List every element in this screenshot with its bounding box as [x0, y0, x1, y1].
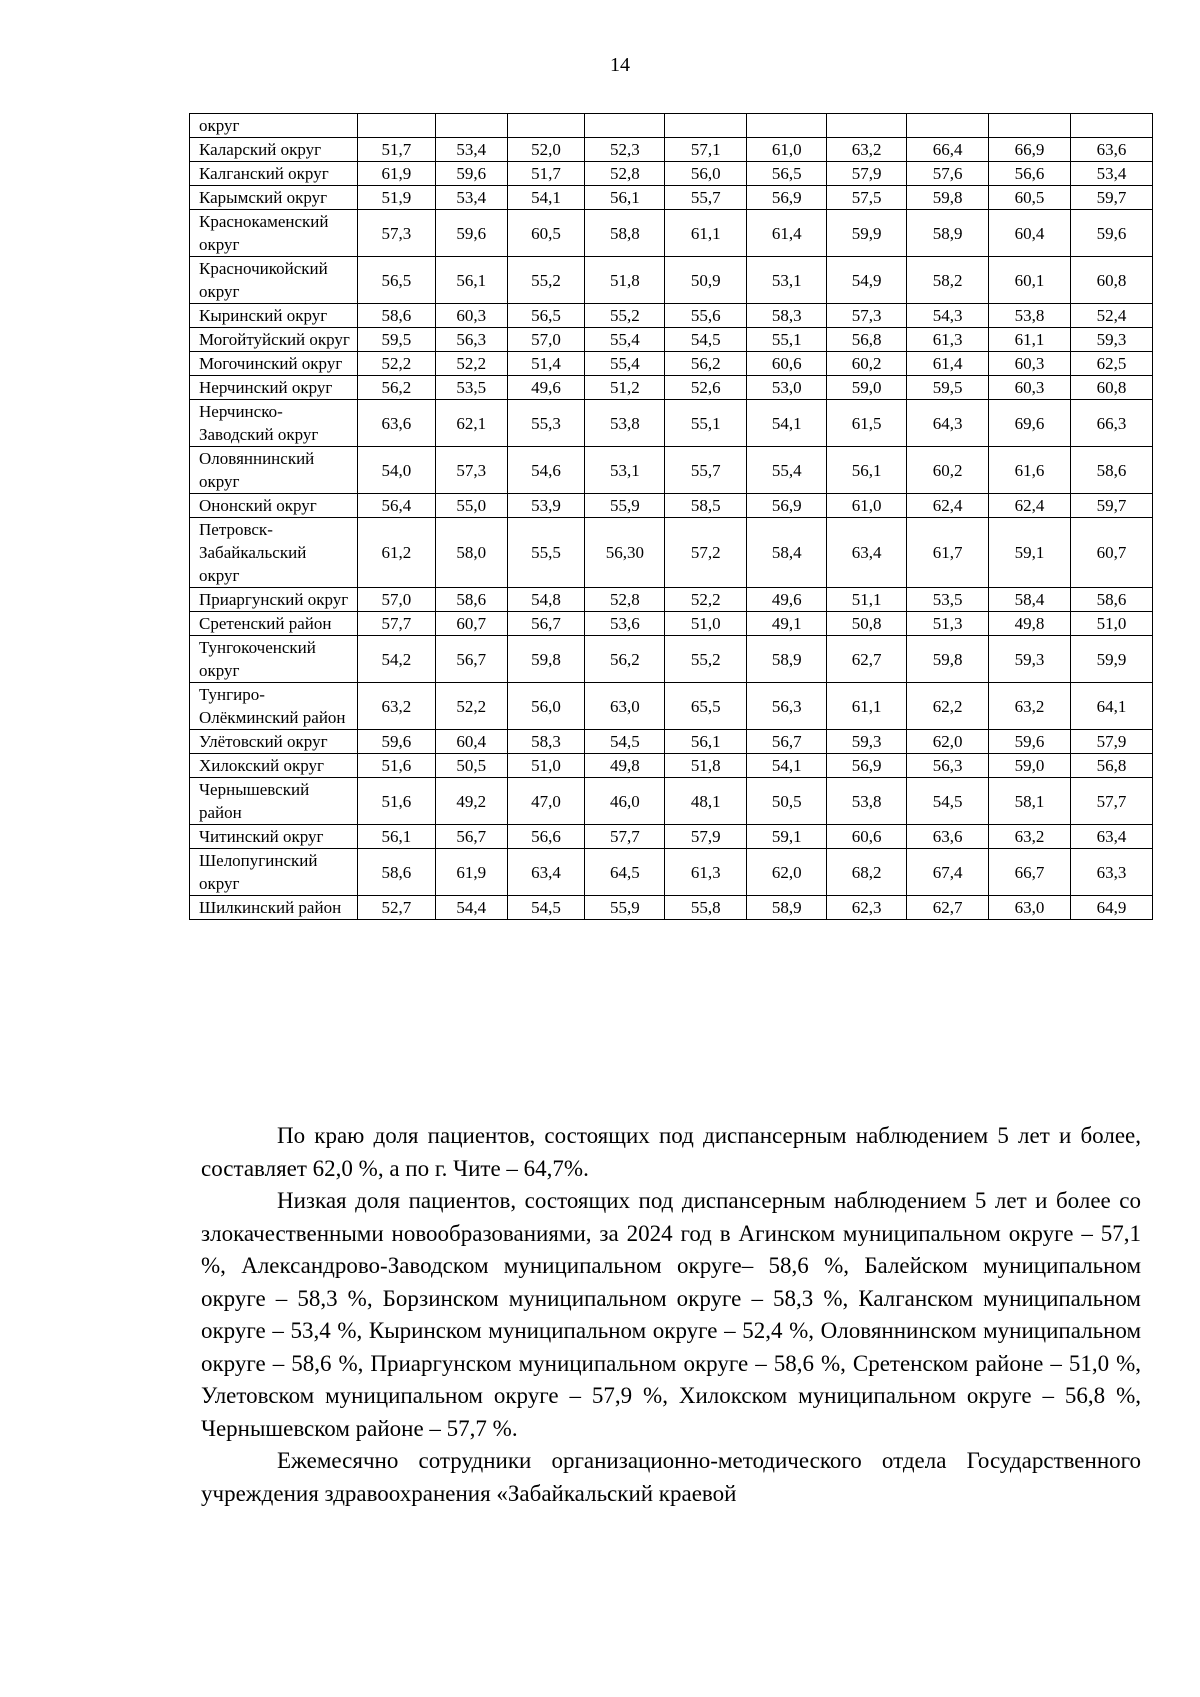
table-row: [190, 825, 1153, 849]
value-cell: 63,2: [989, 683, 1071, 730]
value-cell: [435, 114, 507, 138]
district-name-cell: Шилкинский район: [190, 896, 358, 920]
paragraph-region-share: По краю доля пациентов, состоящих под диспансерным наблюдением 5 лет и более, составляет 62,0 %, а по г. Чите – 64,7%.: [201, 1123, 1141, 1181]
value-cell: 59,6: [1071, 210, 1153, 257]
body-text: [201, 1120, 1141, 1510]
table-row: [190, 896, 1153, 920]
value-cell: 57,6: [907, 162, 989, 186]
value-cell: 55,2: [507, 257, 585, 304]
value-cell: 62,4: [989, 494, 1071, 518]
value-cell: 63,0: [585, 683, 665, 730]
value-cell: 58,3: [507, 730, 585, 754]
value-cell: 55,5: [507, 518, 585, 588]
value-cell: 60,3: [435, 304, 507, 328]
value-cell: 58,6: [435, 588, 507, 612]
value-cell: 61,4: [747, 210, 827, 257]
value-cell: 61,5: [827, 400, 907, 447]
value-cell: 60,6: [827, 825, 907, 849]
value-cell: 59,8: [507, 636, 585, 683]
value-cell: 54,5: [507, 896, 585, 920]
value-cell: 60,7: [1071, 518, 1153, 588]
value-cell: 56,8: [827, 328, 907, 352]
district-name-cell: Каларский округ: [190, 138, 358, 162]
value-cell: 59,8: [907, 636, 989, 683]
value-cell: 51,7: [507, 162, 585, 186]
value-cell: 54,1: [747, 754, 827, 778]
value-cell: 56,30: [585, 518, 665, 588]
table-row: [190, 636, 1153, 683]
value-cell: 56,4: [358, 494, 436, 518]
value-cell: 53,4: [435, 138, 507, 162]
value-cell: 54,9: [827, 257, 907, 304]
value-cell: 52,6: [665, 376, 747, 400]
value-cell: 56,0: [665, 162, 747, 186]
value-cell: 58,1: [989, 778, 1071, 825]
value-cell: 58,4: [989, 588, 1071, 612]
value-cell: 53,5: [907, 588, 989, 612]
value-cell: 63,2: [827, 138, 907, 162]
value-cell: 60,2: [907, 447, 989, 494]
district-name-cell: Нерчинский округ: [190, 376, 358, 400]
value-cell: 59,5: [907, 376, 989, 400]
value-cell: 54,2: [358, 636, 436, 683]
value-cell: 49,6: [507, 376, 585, 400]
value-cell: 59,6: [358, 730, 436, 754]
value-cell: 62,7: [907, 896, 989, 920]
value-cell: 58,6: [358, 304, 436, 328]
value-cell: 51,0: [507, 754, 585, 778]
table-row: [190, 304, 1153, 328]
district-name-cell: Приаргунский округ: [190, 588, 358, 612]
value-cell: 61,2: [358, 518, 436, 588]
value-cell: 52,4: [1071, 304, 1153, 328]
value-cell: 60,5: [507, 210, 585, 257]
value-cell: 61,3: [907, 328, 989, 352]
value-cell: 62,3: [827, 896, 907, 920]
value-cell: 55,4: [585, 352, 665, 376]
value-cell: [989, 114, 1071, 138]
table-row: [190, 447, 1153, 494]
value-cell: 54,4: [435, 896, 507, 920]
value-cell: 57,9: [665, 825, 747, 849]
value-cell: 56,9: [747, 494, 827, 518]
value-cell: 57,0: [358, 588, 436, 612]
value-cell: 51,0: [1071, 612, 1153, 636]
district-name-cell: Тунгокоченский округ: [190, 636, 358, 683]
value-cell: 55,2: [665, 636, 747, 683]
table-row: [190, 400, 1153, 447]
value-cell: 51,7: [358, 138, 436, 162]
value-cell: 49,1: [747, 612, 827, 636]
value-cell: 52,2: [358, 352, 436, 376]
value-cell: 59,6: [435, 210, 507, 257]
table-row: [190, 186, 1153, 210]
value-cell: 56,9: [827, 754, 907, 778]
value-cell: 53,8: [989, 304, 1071, 328]
value-cell: 61,7: [907, 518, 989, 588]
value-cell: 54,6: [507, 447, 585, 494]
paragraph-monthly-staff: Ежемесячно сотрудники организационно-методического отдела Государственного учреждения здравоохранения «Забайкальский краевой: [201, 1448, 1141, 1506]
table-row: [190, 376, 1153, 400]
value-cell: 52,2: [435, 352, 507, 376]
value-cell: 55,1: [747, 328, 827, 352]
value-cell: 62,5: [1071, 352, 1153, 376]
district-name-cell: Тунгиро-Олёкминский район: [190, 683, 358, 730]
district-name-cell: Могочинский округ: [190, 352, 358, 376]
value-cell: 60,3: [989, 352, 1071, 376]
value-cell: 58,4: [747, 518, 827, 588]
value-cell: [507, 114, 585, 138]
value-cell: 53,8: [585, 400, 665, 447]
table-row: [190, 328, 1153, 352]
value-cell: 63,3: [1071, 849, 1153, 896]
value-cell: 54,1: [747, 400, 827, 447]
value-cell: 60,2: [827, 352, 907, 376]
value-cell: 54,1: [507, 186, 585, 210]
value-cell: 58,9: [747, 896, 827, 920]
district-data-table: [189, 113, 1153, 920]
value-cell: 52,2: [435, 683, 507, 730]
value-cell: 60,7: [435, 612, 507, 636]
value-cell: 57,9: [827, 162, 907, 186]
value-cell: 53,0: [747, 376, 827, 400]
value-cell: 56,5: [507, 304, 585, 328]
value-cell: 64,5: [585, 849, 665, 896]
value-cell: 56,9: [747, 186, 827, 210]
value-cell: 59,3: [827, 730, 907, 754]
value-cell: 62,1: [435, 400, 507, 447]
value-cell: 55,6: [665, 304, 747, 328]
value-cell: 59,1: [989, 518, 1071, 588]
district-name-cell: округ: [190, 114, 358, 138]
district-name-cell: Хилокский округ: [190, 754, 358, 778]
value-cell: 57,5: [827, 186, 907, 210]
value-cell: 58,6: [358, 849, 436, 896]
value-cell: 60,4: [989, 210, 1071, 257]
value-cell: [585, 114, 665, 138]
value-cell: 57,7: [358, 612, 436, 636]
value-cell: 56,1: [665, 730, 747, 754]
table-row: [190, 138, 1153, 162]
value-cell: 67,4: [907, 849, 989, 896]
table-row: [190, 162, 1153, 186]
value-cell: 60,1: [989, 257, 1071, 304]
value-cell: 53,1: [747, 257, 827, 304]
value-cell: 54,5: [585, 730, 665, 754]
value-cell: 66,3: [1071, 400, 1153, 447]
district-name-cell: Шелопугинский округ: [190, 849, 358, 896]
value-cell: [1071, 114, 1153, 138]
value-cell: [747, 114, 827, 138]
value-cell: 56,2: [585, 636, 665, 683]
table-row: [190, 518, 1153, 588]
value-cell: 53,4: [1071, 162, 1153, 186]
value-cell: 63,6: [1071, 138, 1153, 162]
value-cell: 48,1: [665, 778, 747, 825]
value-cell: 58,3: [747, 304, 827, 328]
value-cell: 53,5: [435, 376, 507, 400]
value-cell: 49,6: [747, 588, 827, 612]
value-cell: 61,3: [665, 849, 747, 896]
value-cell: 55,9: [585, 494, 665, 518]
value-cell: 57,9: [1071, 730, 1153, 754]
value-cell: 56,3: [435, 328, 507, 352]
value-cell: 52,7: [358, 896, 436, 920]
value-cell: 55,7: [665, 186, 747, 210]
table-row: [190, 257, 1153, 304]
value-cell: 60,6: [747, 352, 827, 376]
value-cell: 56,7: [507, 612, 585, 636]
value-cell: 63,4: [1071, 825, 1153, 849]
value-cell: 61,1: [827, 683, 907, 730]
table-row: [190, 778, 1153, 825]
district-name-cell: Оловяннинский округ: [190, 447, 358, 494]
table-row: [190, 210, 1153, 257]
value-cell: 54,5: [665, 328, 747, 352]
value-cell: 49,8: [989, 612, 1071, 636]
value-cell: 57,7: [1071, 778, 1153, 825]
value-cell: 54,3: [907, 304, 989, 328]
value-cell: 56,7: [435, 825, 507, 849]
value-cell: [827, 114, 907, 138]
district-name-cell: Могойтуйский округ: [190, 328, 358, 352]
value-cell: 58,9: [747, 636, 827, 683]
value-cell: 59,7: [1071, 186, 1153, 210]
value-cell: 62,2: [907, 683, 989, 730]
value-cell: 55,2: [585, 304, 665, 328]
value-cell: 59,9: [1071, 636, 1153, 683]
value-cell: 56,3: [747, 683, 827, 730]
district-name-cell: Чернышевский район: [190, 778, 358, 825]
value-cell: 59,0: [989, 754, 1071, 778]
district-name-cell: Улётовский округ: [190, 730, 358, 754]
value-cell: 56,6: [507, 825, 585, 849]
value-cell: 58,2: [907, 257, 989, 304]
value-cell: 53,4: [435, 186, 507, 210]
value-cell: 53,6: [585, 612, 665, 636]
district-name-cell: Ононский округ: [190, 494, 358, 518]
value-cell: 54,8: [507, 588, 585, 612]
value-cell: 60,4: [435, 730, 507, 754]
value-cell: 61,9: [358, 162, 436, 186]
value-cell: 62,7: [827, 636, 907, 683]
value-cell: 49,2: [435, 778, 507, 825]
value-cell: 55,4: [747, 447, 827, 494]
value-cell: 56,1: [585, 186, 665, 210]
value-cell: 57,0: [507, 328, 585, 352]
value-cell: 49,8: [585, 754, 665, 778]
district-name-cell: Кыринский округ: [190, 304, 358, 328]
value-cell: 51,6: [358, 754, 436, 778]
value-cell: 64,3: [907, 400, 989, 447]
value-cell: 58,6: [1071, 447, 1153, 494]
table-row: [190, 494, 1153, 518]
value-cell: 47,0: [507, 778, 585, 825]
table-row: [190, 588, 1153, 612]
table-row: [190, 849, 1153, 896]
value-cell: [665, 114, 747, 138]
value-cell: 54,5: [907, 778, 989, 825]
district-name-cell: Сретенский район: [190, 612, 358, 636]
value-cell: 51,8: [585, 257, 665, 304]
value-cell: 55,8: [665, 896, 747, 920]
value-cell: 51,9: [358, 186, 436, 210]
value-cell: 59,6: [435, 162, 507, 186]
district-name-cell: Нерчинско-Заводский округ: [190, 400, 358, 447]
value-cell: 46,0: [585, 778, 665, 825]
table-row: [190, 683, 1153, 730]
value-cell: 60,8: [1071, 257, 1153, 304]
value-cell: 51,1: [827, 588, 907, 612]
value-cell: 59,5: [358, 328, 436, 352]
value-cell: 52,3: [585, 138, 665, 162]
value-cell: 50,8: [827, 612, 907, 636]
value-cell: 63,2: [358, 683, 436, 730]
value-cell: 51,4: [507, 352, 585, 376]
value-cell: 56,7: [435, 636, 507, 683]
value-cell: 51,2: [585, 376, 665, 400]
value-cell: 56,1: [827, 447, 907, 494]
page-number: 14: [610, 54, 630, 76]
table-row: [190, 612, 1153, 636]
value-cell: 64,1: [1071, 683, 1153, 730]
value-cell: 51,3: [907, 612, 989, 636]
value-cell: 57,7: [585, 825, 665, 849]
value-cell: 61,1: [665, 210, 747, 257]
value-cell: 63,4: [827, 518, 907, 588]
value-cell: 61,9: [435, 849, 507, 896]
value-cell: 57,3: [827, 304, 907, 328]
value-cell: [907, 114, 989, 138]
value-cell: 59,9: [827, 210, 907, 257]
value-cell: 51,0: [665, 612, 747, 636]
value-cell: 56,0: [507, 683, 585, 730]
value-cell: 62,0: [907, 730, 989, 754]
value-cell: 55,3: [507, 400, 585, 447]
value-cell: 59,3: [1071, 328, 1153, 352]
value-cell: 55,7: [665, 447, 747, 494]
value-cell: 61,6: [989, 447, 1071, 494]
value-cell: 53,8: [827, 778, 907, 825]
district-name-cell: Карымский округ: [190, 186, 358, 210]
value-cell: 55,0: [435, 494, 507, 518]
value-cell: 60,3: [989, 376, 1071, 400]
district-name-cell: Краснокаменский округ: [190, 210, 358, 257]
value-cell: 51,6: [358, 778, 436, 825]
value-cell: [358, 114, 436, 138]
value-cell: 59,6: [989, 730, 1071, 754]
value-cell: 61,0: [747, 138, 827, 162]
value-cell: 57,3: [358, 210, 436, 257]
value-cell: 58,0: [435, 518, 507, 588]
value-cell: 52,8: [585, 588, 665, 612]
value-cell: 51,8: [665, 754, 747, 778]
value-cell: 56,6: [989, 162, 1071, 186]
value-cell: 58,6: [1071, 588, 1153, 612]
value-cell: 56,7: [747, 730, 827, 754]
value-cell: 63,0: [989, 896, 1071, 920]
value-cell: 63,4: [507, 849, 585, 896]
value-cell: 62,4: [907, 494, 989, 518]
value-cell: 59,8: [907, 186, 989, 210]
value-cell: 63,6: [358, 400, 436, 447]
value-cell: 54,0: [358, 447, 436, 494]
value-cell: 52,0: [507, 138, 585, 162]
value-cell: 55,9: [585, 896, 665, 920]
value-cell: 58,9: [907, 210, 989, 257]
value-cell: 61,1: [989, 328, 1071, 352]
table-body: [190, 114, 1153, 920]
table-row: [190, 754, 1153, 778]
value-cell: 55,1: [665, 400, 747, 447]
value-cell: 59,3: [989, 636, 1071, 683]
value-cell: 53,1: [585, 447, 665, 494]
value-cell: 56,1: [358, 825, 436, 849]
paragraph-low-share: Низкая доля пациентов, состоящих под диспансерным наблюдением 5 лет и более со злокачественными новообразованиями, за 2024 год в Агинском муниципальном округе – 57,1 %, Александрово-Заводском муниципальном округе– 58,6 %, Балейском муниципальном округе – 58,3 %, Борзинском муниципальном округе – 58,3 %, Калганском муниципальном округе – 53,4 %, Кыринском муниципальном округе – 52,4 %, Оловяннинском муниципальном округе – 58,6 %, Приаргунском муниципальном округе – 58,6 %, Сретенском районе – 51,0 %, Улетовском муниципальном округе – 57,9 %, Хилокском муниципальном округе – 56,8 %, Чернышевском районе – 57,7 %.: [201, 1188, 1141, 1441]
value-cell: 63,2: [989, 825, 1071, 849]
value-cell: 59,7: [1071, 494, 1153, 518]
value-cell: 69,6: [989, 400, 1071, 447]
value-cell: 57,3: [435, 447, 507, 494]
value-cell: 68,2: [827, 849, 907, 896]
value-cell: 64,9: [1071, 896, 1153, 920]
table-row: [190, 352, 1153, 376]
table-row: [190, 114, 1153, 138]
value-cell: 59,0: [827, 376, 907, 400]
value-cell: 56,5: [358, 257, 436, 304]
value-cell: 61,4: [907, 352, 989, 376]
value-cell: 57,1: [665, 138, 747, 162]
value-cell: 56,3: [907, 754, 989, 778]
value-cell: 56,2: [665, 352, 747, 376]
value-cell: 58,8: [585, 210, 665, 257]
district-name-cell: Калганский округ: [190, 162, 358, 186]
value-cell: 50,9: [665, 257, 747, 304]
value-cell: 50,5: [747, 778, 827, 825]
value-cell: 66,7: [989, 849, 1071, 896]
value-cell: 60,5: [989, 186, 1071, 210]
value-cell: 56,1: [435, 257, 507, 304]
value-cell: 66,9: [989, 138, 1071, 162]
value-cell: 56,8: [1071, 754, 1153, 778]
district-name-cell: Читинский округ: [190, 825, 358, 849]
value-cell: 61,0: [827, 494, 907, 518]
value-cell: 65,5: [665, 683, 747, 730]
value-cell: 53,9: [507, 494, 585, 518]
value-cell: 60,8: [1071, 376, 1153, 400]
value-cell: 52,2: [665, 588, 747, 612]
value-cell: 50,5: [435, 754, 507, 778]
value-cell: 55,4: [585, 328, 665, 352]
value-cell: 63,6: [907, 825, 989, 849]
district-name-cell: Красночикойский округ: [190, 257, 358, 304]
value-cell: 52,8: [585, 162, 665, 186]
table-row: [190, 730, 1153, 754]
value-cell: 59,1: [747, 825, 827, 849]
value-cell: 62,0: [747, 849, 827, 896]
value-cell: 56,5: [747, 162, 827, 186]
value-cell: 57,2: [665, 518, 747, 588]
value-cell: 58,5: [665, 494, 747, 518]
value-cell: 56,2: [358, 376, 436, 400]
value-cell: 66,4: [907, 138, 989, 162]
district-name-cell: Петровск-Забайкальский округ: [190, 518, 358, 588]
